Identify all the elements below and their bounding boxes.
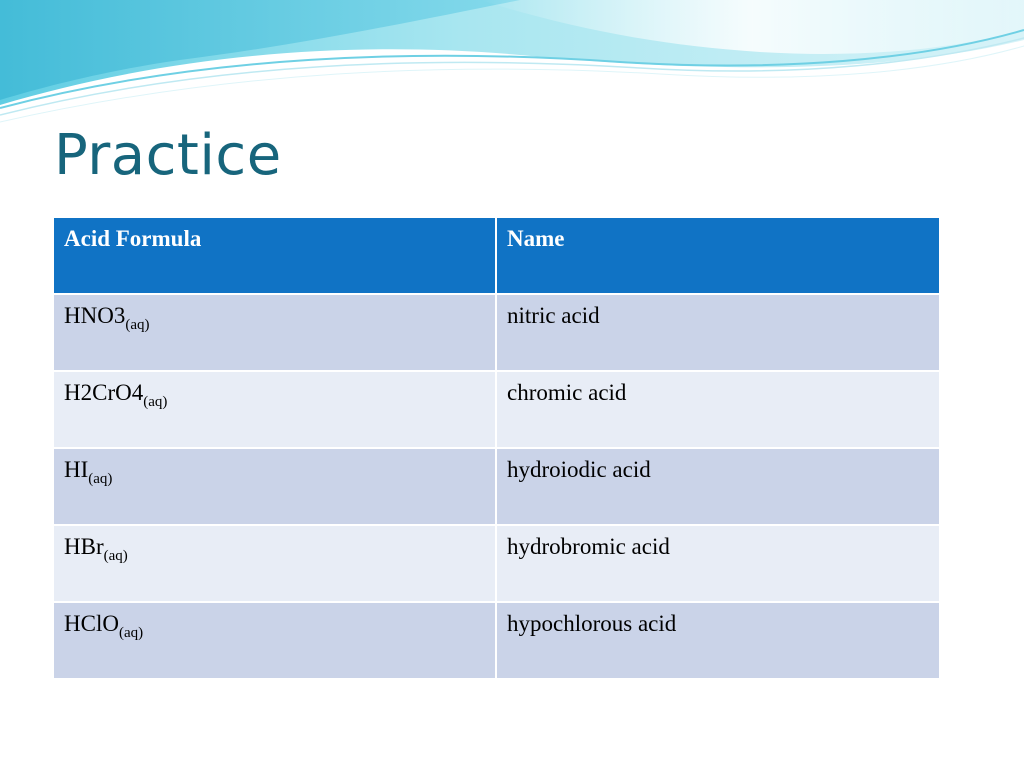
state-subscript: (aq) — [88, 471, 113, 487]
formula-text: HNO3 — [64, 303, 126, 328]
name-cell: chromic acid — [496, 371, 940, 448]
table-row — [53, 371, 940, 448]
table-row — [53, 525, 940, 602]
formula-cell — [53, 525, 496, 602]
table-row — [53, 448, 940, 525]
table-row — [53, 602, 940, 679]
state-subscript: (aq) — [143, 394, 168, 410]
slide-title: Practice — [54, 123, 282, 188]
state-subscript: (aq) — [103, 548, 128, 564]
state-subscript: (aq) — [118, 625, 144, 641]
table-header-row — [53, 217, 940, 294]
formula-text: HClO — [64, 611, 119, 636]
name-cell: hypochlorous acid — [496, 602, 940, 679]
formula-text: H2CrO4 — [64, 380, 144, 405]
name-cell: nitric acid — [496, 294, 940, 371]
formula-cell — [53, 294, 496, 371]
formula-cell — [53, 602, 496, 679]
formula-cell — [53, 448, 496, 525]
formula-text: HBr — [64, 534, 104, 559]
name-cell: hydrobromic acid — [496, 525, 940, 602]
header-name: Name — [496, 217, 940, 294]
formula-text: HI — [64, 457, 89, 482]
state-subscript: (aq) — [125, 317, 150, 333]
header-acid-formula: Acid Formula — [53, 217, 496, 294]
table-row — [53, 294, 940, 371]
acid-names-table — [52, 216, 941, 680]
decorative-wave-banner — [0, 0, 1024, 130]
name-cell: hydroiodic acid — [496, 448, 940, 525]
formula-cell — [53, 371, 496, 448]
